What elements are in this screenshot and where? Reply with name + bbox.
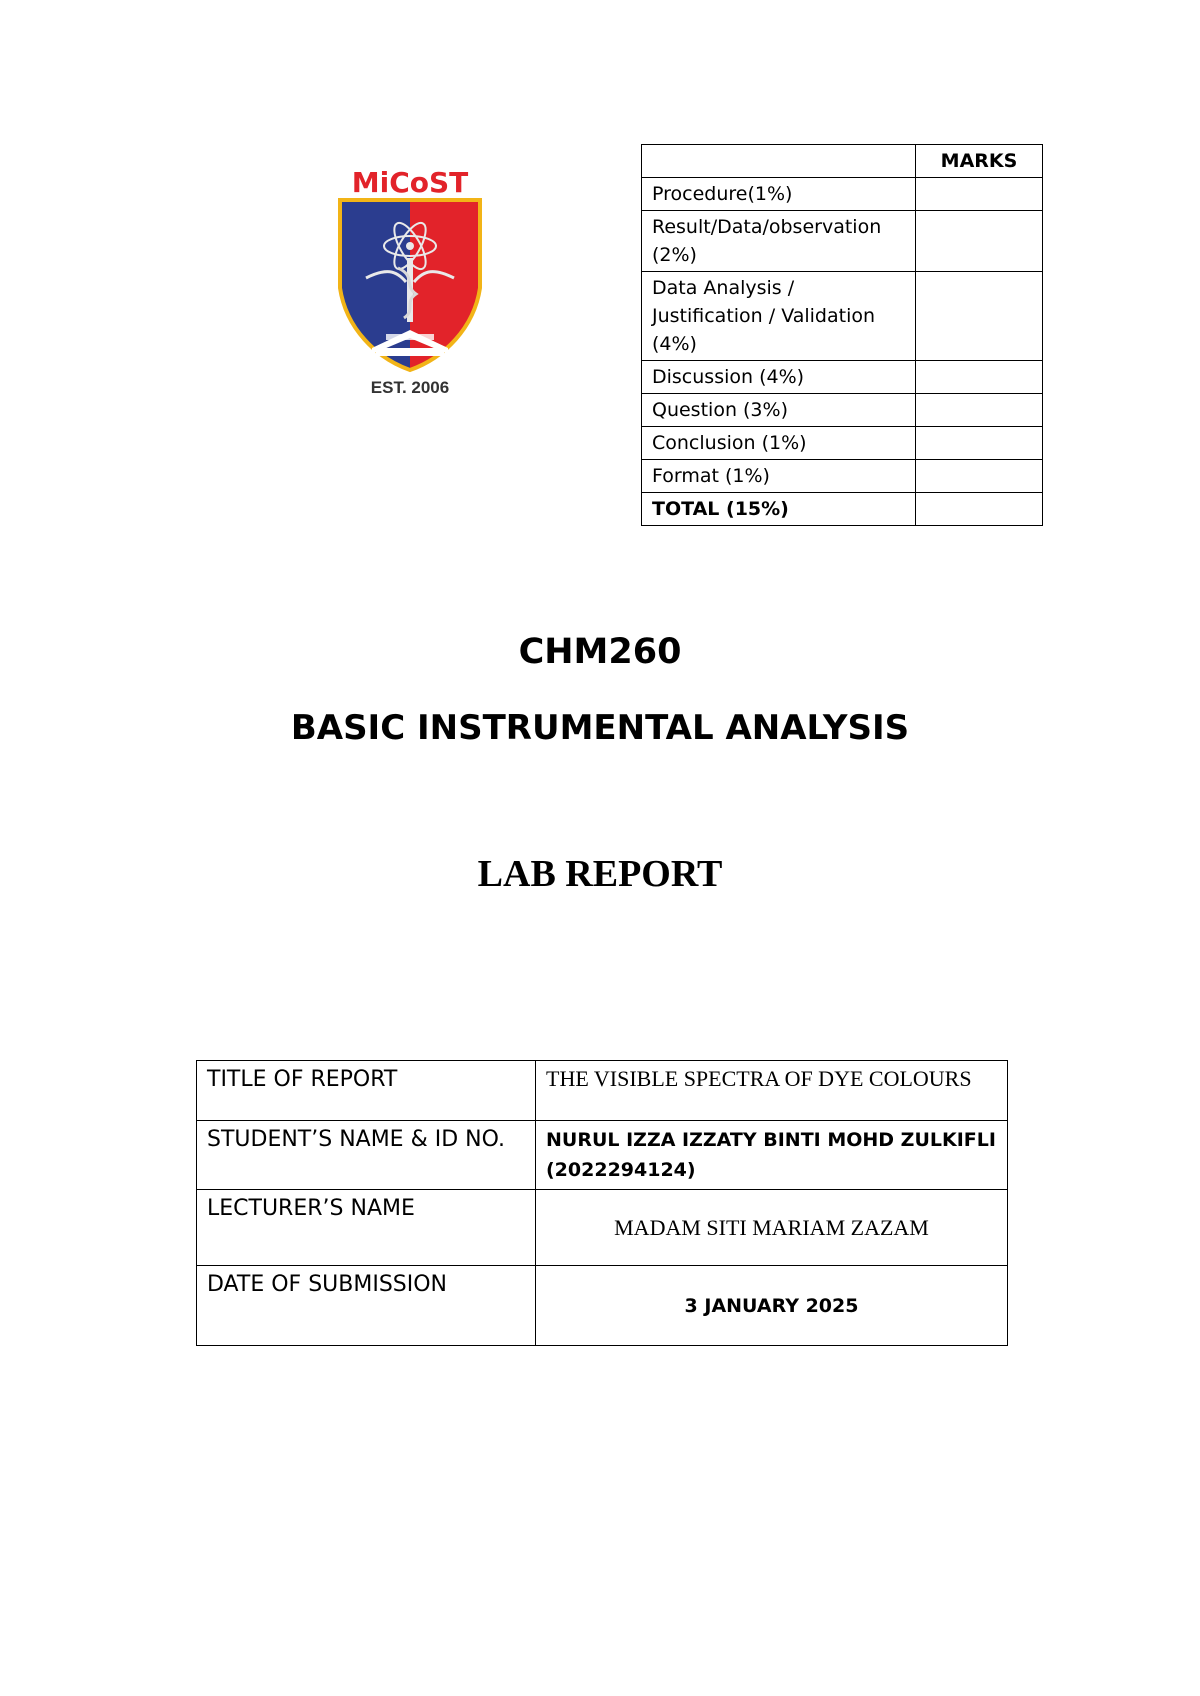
student-id: (2022294124) — [546, 1159, 696, 1181]
marks-cell — [916, 460, 1043, 493]
marks-cell — [916, 493, 1043, 526]
table-row — [642, 178, 1043, 211]
criterion-total: TOTAL (15%) — [642, 493, 916, 526]
table-row — [642, 394, 1043, 427]
table-row — [197, 1061, 1008, 1121]
date-of-submission-value: 3 JANUARY 2025 — [536, 1266, 1008, 1346]
lecturer-name-label: LECTURER’S NAME — [197, 1190, 536, 1266]
lecturer-name-value: MADAM SITI MARIAM ZAZAM — [536, 1190, 1008, 1266]
table-row — [642, 427, 1043, 460]
logo-wordmark: MiCoST — [351, 166, 469, 199]
date-of-submission-label: DATE OF SUBMISSION — [197, 1266, 536, 1346]
table-row — [642, 361, 1043, 394]
table-row — [197, 1266, 1008, 1346]
criterion-data-analysis: Data Analysis / Justification / Validation (4%) — [642, 272, 916, 361]
table-row — [642, 145, 1043, 178]
criterion-conclusion: Conclusion (1%) — [642, 427, 916, 460]
marks-cell — [916, 211, 1043, 272]
marks-cell — [916, 361, 1043, 394]
table-row — [642, 460, 1043, 493]
marks-cell — [916, 178, 1043, 211]
title-of-report-value: THE VISIBLE SPECTRA OF DYE COLOURS — [536, 1061, 1008, 1121]
table-row — [197, 1121, 1008, 1190]
institution-logo — [336, 160, 496, 400]
criterion-result: Result/Data/observation (2%) — [642, 211, 916, 272]
student-name-value — [536, 1121, 1008, 1190]
marks-cell — [916, 394, 1043, 427]
criterion-format: Format (1%) — [642, 460, 916, 493]
criterion-discussion: Discussion (4%) — [642, 361, 916, 394]
table-row — [197, 1190, 1008, 1266]
criterion-question: Question (3%) — [642, 394, 916, 427]
marks-table — [641, 144, 1043, 526]
marks-cell — [916, 427, 1043, 460]
student-name: NURUL IZZA IZZATY BINTI MOHD ZULKIFLI — [546, 1129, 996, 1151]
student-name-label: STUDENT’S NAME & ID NO. — [197, 1121, 536, 1190]
course-name: BASIC INSTRUMENTAL ANALYSIS — [290, 708, 910, 748]
course-code: CHM260 — [518, 632, 682, 672]
criterion-procedure: Procedure(1%) — [642, 178, 916, 211]
marks-corner-cell — [642, 145, 916, 178]
logo-established: EST. 2006 — [370, 378, 450, 397]
table-row — [642, 272, 1043, 361]
logo-shield-icon — [336, 198, 484, 376]
report-info-table — [196, 1060, 1008, 1346]
table-row — [642, 493, 1043, 526]
table-row — [642, 211, 1043, 272]
marks-header: MARKS — [916, 145, 1043, 178]
title-of-report-label: TITLE OF REPORT — [197, 1061, 536, 1121]
marks-cell — [916, 272, 1043, 361]
report-type-title: LAB REPORT — [477, 853, 723, 895]
